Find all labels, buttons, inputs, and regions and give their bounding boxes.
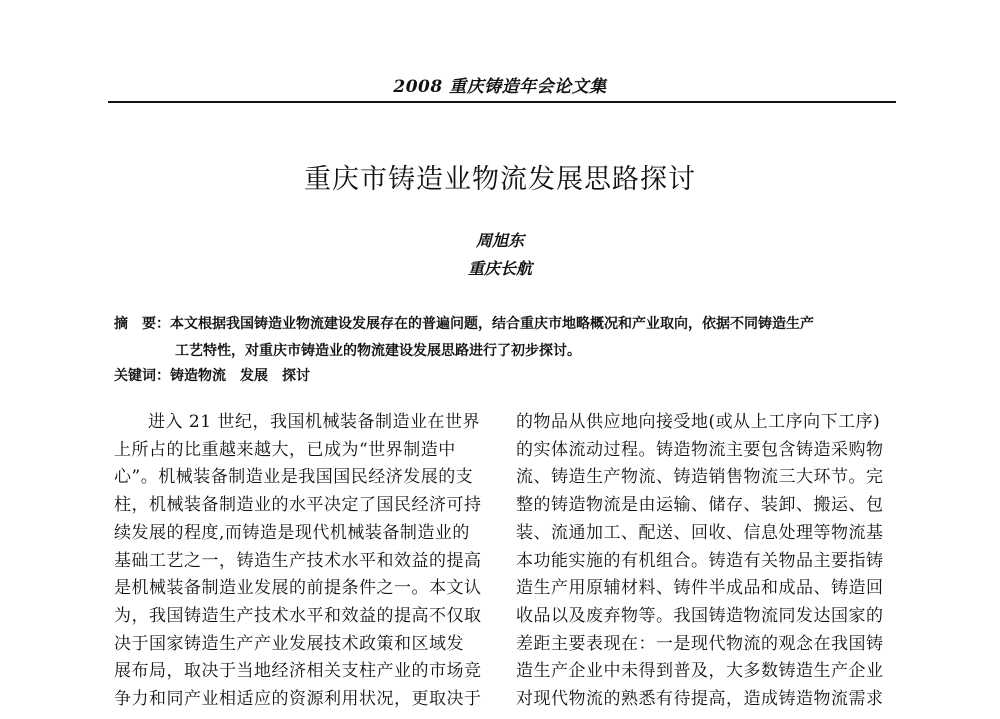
author-name: 周旭东 (475, 231, 524, 250)
author-affiliation: 重庆长航 (467, 259, 532, 278)
body-line: 心”。机械装备制造业是我国国民经济发展的支 (114, 467, 474, 488)
keywords (114, 364, 894, 388)
keyword: 铸造物流 (170, 368, 226, 384)
body-column-right (516, 409, 894, 714)
abstract-label: 摘 要： (114, 316, 170, 332)
body-line: 为，我国铸造生产技术水平和效益的提高不仅取 (114, 605, 482, 626)
body-line: 本功能实施的有机组合。铸造有关物品主要指铸 (516, 550, 884, 571)
abstract-text-1: 本文根据我国铸造业物流建设发展存在的普遍问题，结合重庆市地略概况和产业取向，依据不同铸造生产 (170, 316, 814, 332)
body-line: 基础工艺之一，铸造生产技术水平和效益的提高 (114, 550, 482, 571)
body-line: 争力和同产业相适应的资源利用状况，更取决于 (114, 689, 482, 710)
body-line: 造生产企业中未得到普及，大多数铸造生产企业 (516, 661, 884, 682)
keyword: 探讨 (282, 368, 310, 384)
body-line: 进入 21 世纪，我国机械装备制造业在世界 (148, 412, 480, 432)
abstract (114, 311, 894, 365)
keywords-label: 关键词： (114, 368, 170, 384)
body-line: 差距主要表现在：一是现代物流的观念在我国铸 (516, 633, 884, 654)
body-line: 整的铸造物流是由运输、储存、装卸、搬运、包 (516, 495, 884, 516)
paper-title: 重庆市铸造业物流发展思路探讨 (304, 164, 696, 195)
body-line: 流、铸造生产物流、铸造销售物流三大环节。完 (516, 467, 884, 488)
body-line: 收品以及废弃物等。我国铸造物流同发达国家的 (516, 605, 884, 626)
body-line: 决于国家铸造生产产业发展技术政策和区域发 (114, 633, 464, 654)
body-line: 对现代物流的熟悉有待提高，造成铸造物流需求 (516, 689, 884, 710)
body-line: 造生产用原辅材料、铸件半成品和成品、铸造回 (516, 578, 884, 599)
body-column-left (114, 409, 496, 714)
keyword: 发展 (240, 368, 268, 384)
abstract-line-1 (114, 311, 894, 338)
header-rule (108, 101, 896, 103)
running-header: 2008 重庆铸造年会论文集 (393, 77, 607, 97)
body-line: 柱，机械装备制造业的水平决定了国民经济可持 (114, 495, 482, 516)
body-line: 上所占的比重越来越大，已成为“世界制造中 (114, 439, 456, 460)
abstract-line-2: 工艺特性，对重庆市铸造业的物流建设发展思路进行了初步探讨。 (175, 343, 581, 359)
body-line: 的物品从供应地向接受地(或从上工序向下工序) (516, 412, 881, 432)
body-line: 的实体流动过程。铸造物流主要包含铸造采购物 (516, 439, 884, 460)
body-line: 展布局，取决于当地经济相关支柱产业的市场竞 (114, 661, 482, 682)
body-line: 续发展的程度,而铸造是现代机械装备制造业的 (114, 522, 470, 543)
body-line: 是机械装备制造业发展的前提条件之一。本文认 (114, 578, 482, 599)
body-line: 装、流通加工、配送、回收、信息处理等物流基 (516, 522, 884, 543)
